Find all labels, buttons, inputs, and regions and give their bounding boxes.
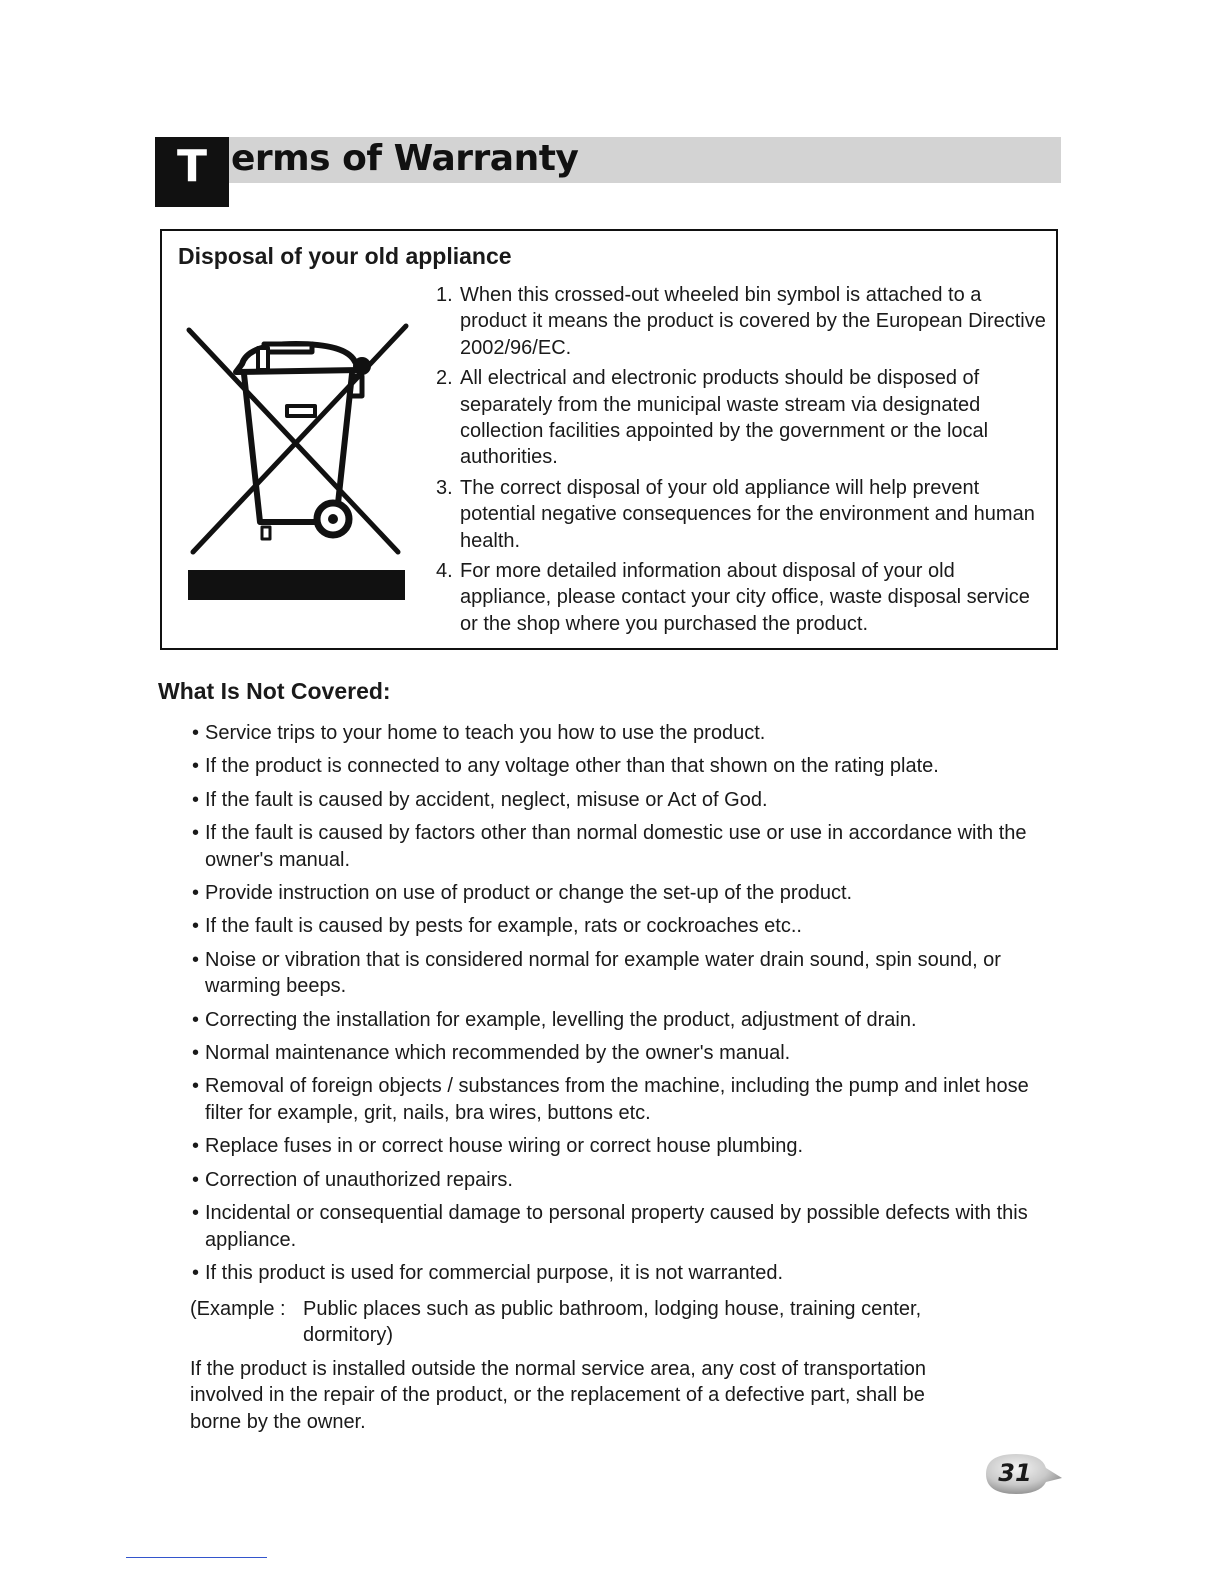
list-item: • If the fault is caused by pests for example, rats or cockroaches etc.. bbox=[192, 915, 802, 938]
list-item: 3. The correct disposal of your old appliance will help prevent potential negative consequences for the environment and human health. bbox=[436, 476, 1035, 552]
page-number: 31 bbox=[998, 1459, 1032, 1487]
example-text: Public places such as public bathroom, lodging house, training center, dormitory) bbox=[303, 1298, 922, 1347]
list-item: • Correcting the installation for example, levelling the product, adjustment of drain. bbox=[192, 1008, 917, 1031]
list-item: • Correction of unauthorized repairs. bbox=[192, 1168, 513, 1191]
list-item: • Normal maintenance which recommended by the owner's manual. bbox=[192, 1042, 791, 1065]
list-item: 1. When this crossed-out wheeled bin symbol is attached to a product it means the product is covered by the European Directive 2002/96/EC. bbox=[436, 284, 1046, 359]
footer-rule bbox=[126, 1557, 267, 1558]
disposal-heading: Disposal of your old appliance bbox=[178, 243, 512, 269]
list-item: • Removal of foreign objects / substances from the machine, including the pump and inlet hose filter for example, grit, nails, bra wires, buttons etc. bbox=[192, 1075, 1029, 1124]
list-item: • If this product is used for commercial purpose, it is not warranted. bbox=[192, 1261, 784, 1284]
list-item: • Service trips to your home to teach you how to use the product. bbox=[192, 722, 766, 744]
list-item: 4. For more detailed information about disposal of your old appliance, please contact your city office, waste disposal service or the shop where you purchased the product. bbox=[436, 560, 1030, 635]
list-item: • Incidental or consequential damage to personal property caused by possible defects with this appliance. bbox=[192, 1202, 1028, 1251]
disposal-list bbox=[436, 282, 1046, 641]
example-label: (Example : bbox=[190, 1298, 286, 1320]
list-item: • Replace fuses in or correct house wiring or correct house plumbing. bbox=[192, 1135, 804, 1158]
list-item: • If the fault is caused by accident, neglect, misuse or Act of God. bbox=[192, 788, 768, 811]
list-item: • If the fault is caused by factors other than normal domestic use or use in accordance with the owner's manual. bbox=[192, 822, 1027, 871]
owner-cost-note: If the product is installed outside the normal service area, any cost of transportation involved in the repair of the product, or the replacement of a defective part, shall be borne by the owner. bbox=[190, 1358, 926, 1433]
list-item: • If the product is connected to any voltage other than that shown on the rating plate. bbox=[192, 755, 939, 778]
title-initial: T bbox=[155, 137, 229, 207]
not-covered-heading: What Is Not Covered: bbox=[158, 678, 391, 704]
example-note bbox=[190, 1296, 950, 1349]
page-title: erms of Warranty bbox=[231, 138, 579, 179]
not-covered-list bbox=[192, 720, 1052, 1293]
crossed-out-wheeled-bin-icon bbox=[184, 322, 409, 602]
list-item: • Provide instruction on use of product or change the set-up of the product. bbox=[192, 882, 853, 905]
list-item: 2. All electrical and electronic products should be disposed of separately from the municipal waste stream via designated collection facilities appointed by the government or the local authorities. bbox=[436, 367, 989, 469]
list-item: • Noise or vibration that is considered normal for example water drain sound, spin sound, or warming beeps. bbox=[192, 948, 1001, 998]
